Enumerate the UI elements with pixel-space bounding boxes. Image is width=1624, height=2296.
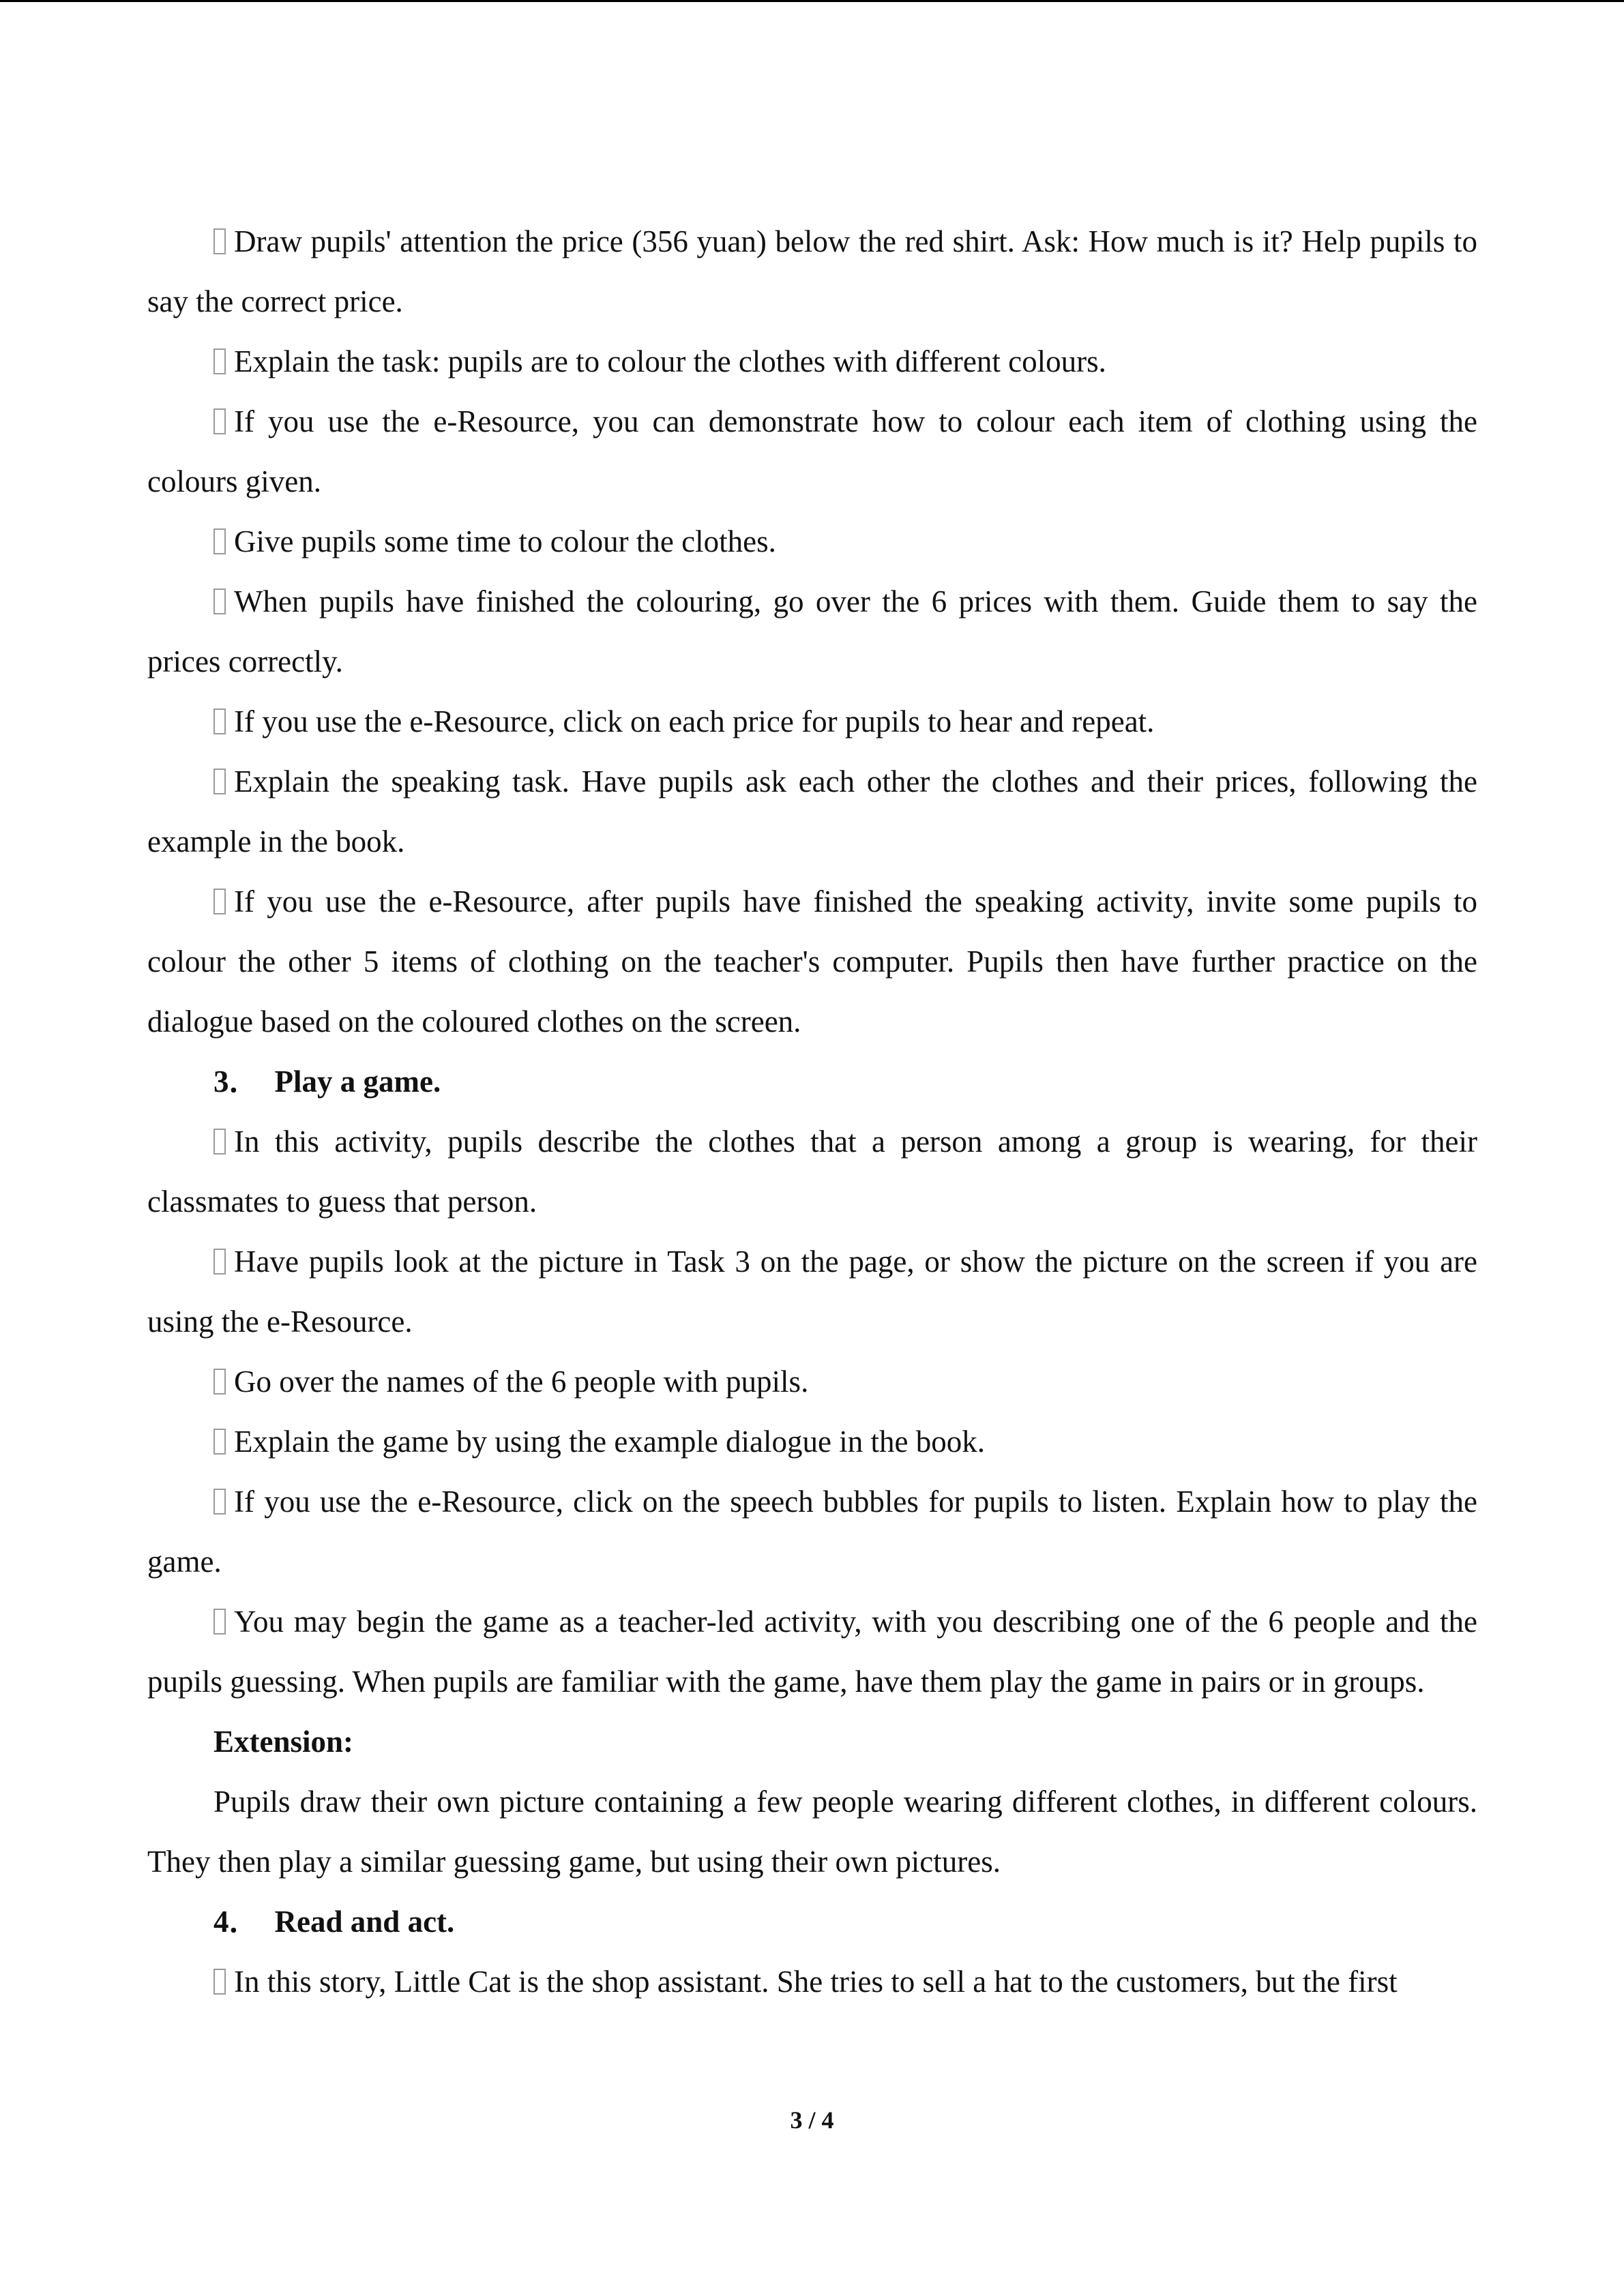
paragraph [147, 1592, 1477, 1712]
paragraph [147, 691, 1477, 751]
bullet-placeholder-icon [213, 1249, 226, 1274]
bullet-placeholder-icon [213, 1969, 226, 1995]
section-number: 3． [213, 1064, 260, 1099]
paragraph-text: If you use the e-Resource, click on each price for pupils to hear and repeat. [234, 704, 1155, 739]
paragraph [147, 1952, 1477, 2012]
section-heading-play-a-game [147, 1052, 1477, 1112]
bullet-placeholder-icon [213, 709, 226, 734]
section-title: Play a game. [274, 1064, 441, 1099]
section-title: Read and act. [274, 1905, 455, 1939]
bullet-placeholder-icon [213, 228, 226, 254]
paragraph-text: If you use the e-Resource, click on the speech bubbles for pupils to listen. Explain how to play the game. [147, 1485, 1477, 1579]
bullet-placeholder-icon [213, 348, 226, 374]
page-number: 3 / 4 [790, 2106, 834, 2134]
paragraph-text: Draw pupils' attention the price (356 yuan) below the red shirt. Ask: How much is it? Help pupils to say the correct price. [147, 224, 1477, 318]
bullet-placeholder-icon [213, 1489, 226, 1515]
paragraph [147, 211, 1477, 331]
paragraph-text: When pupils have finished the colouring, go over the 6 prices with them. Guide them to say the prices correctly. [147, 584, 1477, 679]
paragraph-text: You may begin the game as a teacher-led activity, with you describing one of the 6 people and the pupils guessing. When pupils are familiar with the game, have them play the game in pairs or in groups. [147, 1605, 1477, 1699]
paragraph-text: Give pupils some time to colour the clothes. [234, 524, 776, 558]
section-heading-read-and-act [147, 1892, 1477, 1952]
paragraph [147, 1232, 1477, 1352]
bullet-placeholder-icon [213, 1369, 226, 1395]
paragraph-text: If you use the e-Resource, after pupils have finished the speaking activity, invite some pupils to colour the other 5 items of clothing on the teacher's computer. Pupils then have further practice on the dialogue based on the coloured clothes on the screen. [147, 884, 1477, 1039]
paragraph-text: In this activity, pupils describe the clothes that a person among a group is wearing, for their classmates to guess that person. [147, 1124, 1477, 1219]
paragraph-text: Go over the names of the 6 people with pupils. [234, 1365, 809, 1399]
paragraph-text: If you use the e-Resource, you can demonstrate how to colour each item of clothing using the colours given. [147, 404, 1477, 498]
bullet-placeholder-icon [213, 1609, 226, 1635]
paragraph-text: Explain the speaking task. Have pupils ask each other the clothes and their prices, following the example in the book. [147, 764, 1477, 859]
bullet-placeholder-icon [213, 1429, 226, 1455]
paragraph [147, 571, 1477, 691]
section-number: 4． [213, 1905, 260, 1939]
bullet-placeholder-icon [213, 408, 226, 434]
paragraph [147, 511, 1477, 571]
paragraph [147, 751, 1477, 871]
paragraph [147, 1772, 1477, 1892]
paragraph-text: Explain the task: pupils are to colour the clothes with different colours. [234, 344, 1106, 378]
bullet-placeholder-icon [213, 528, 226, 554]
paragraph-text: Have pupils look at the picture in Task 3 on the page, or show the picture on the screen if you are using the e-Resource. [147, 1244, 1477, 1339]
bullet-placeholder-icon [213, 1129, 226, 1154]
paragraph [147, 1112, 1477, 1232]
page-body [147, 211, 1477, 2012]
bullet-placeholder-icon [213, 769, 226, 794]
extension-heading: Extension: [213, 1725, 354, 1759]
paragraph-text: Explain the game by using the example dialogue in the book. [234, 1425, 985, 1459]
paragraph-text: In this story, Little Cat is the shop assistant. She tries to sell a hat to the customers, but the first [234, 1965, 1398, 1999]
paragraph [147, 331, 1477, 391]
paragraph [147, 1472, 1477, 1592]
paragraph-text: Pupils draw their own picture containing a few people wearing different clothes, in different colours. They then play a similar guessing game, but using their own pictures. [147, 1785, 1477, 1879]
paragraph [147, 1412, 1477, 1472]
bullet-placeholder-icon [213, 889, 226, 914]
paragraph [147, 871, 1477, 1052]
paragraph [147, 1352, 1477, 1412]
paragraph [147, 391, 1477, 511]
bullet-placeholder-icon [213, 588, 226, 614]
